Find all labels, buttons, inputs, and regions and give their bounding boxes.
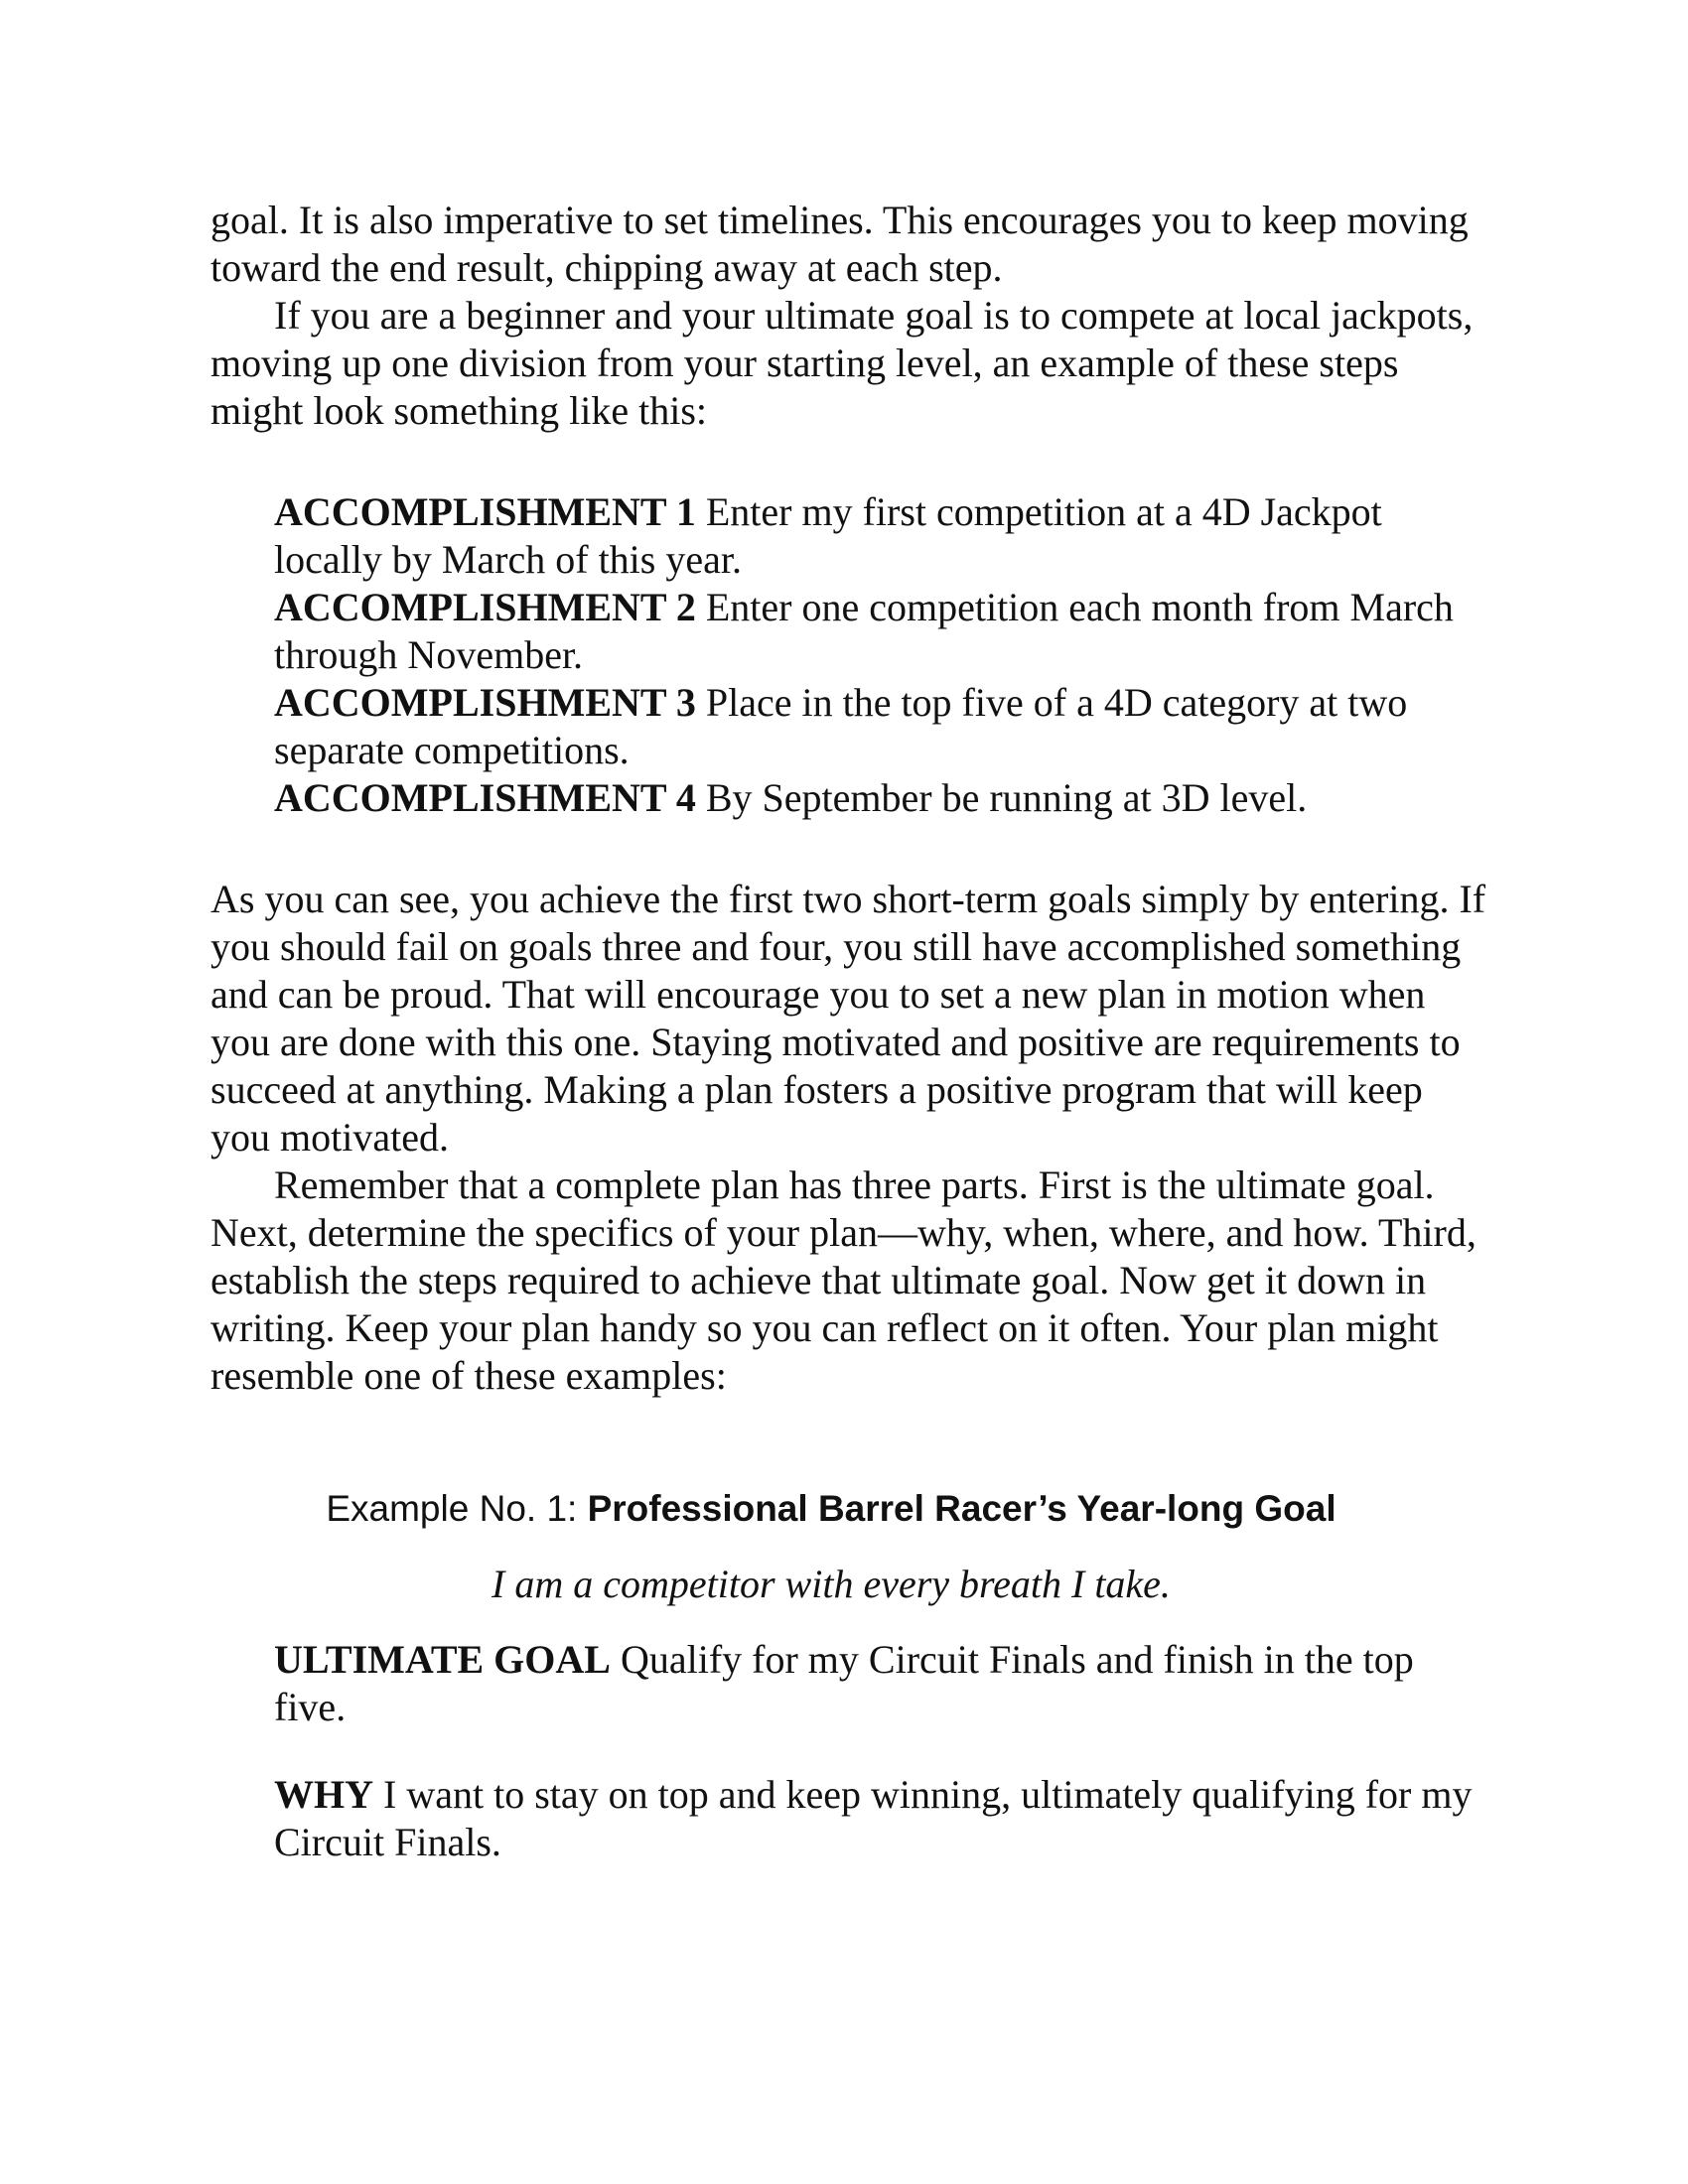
example-prefix: Example No. 1:: [326, 1488, 588, 1529]
ultimate-goal-paragraph: [211, 1636, 1491, 1731]
intro-paragraph-1: goal. It is also imperative to set timelines. This encourages you to keep moving toward the end result, chipping away at each step.: [211, 198, 1469, 290]
accomplishment-label: ACCOMPLISHMENT 4: [274, 775, 696, 820]
example-motto: I am a competitor with every breath I take.: [492, 1562, 1171, 1606]
document-page: [211, 197, 1491, 1866]
accomplishment-item-4: [274, 774, 1491, 822]
accomplishment-item-3: [274, 679, 1491, 774]
why-paragraph: [211, 1771, 1491, 1866]
why-text: I want to stay on top and keep winning, ultimately qualifying for my Circuit Finals.: [274, 1772, 1473, 1864]
body-paragraph-4: Remember that a complete plan has three parts. First is the ultimate goal. Next, determine the specifics of your plan—why, when, where, and how. Third, establish the steps required to achieve that ultimate goal. Now get it down in writing. Keep your plan handy so you can reflect on it often. Your plan might resemble one of these examples:: [211, 1162, 1477, 1398]
intro-paragraph-2: If you are a beginner and your ultimate goal is to compete at local jackpots, moving up one division from your starting level, an example of these steps might look something like this:: [211, 293, 1474, 433]
example-title: Professional Barrel Racer’s Year-long Goal: [587, 1488, 1336, 1529]
ultimate-goal-label: ULTIMATE GOAL: [274, 1637, 611, 1682]
accomplishment-item-2: [274, 584, 1491, 679]
accomplishment-label: ACCOMPLISHMENT 1: [274, 489, 696, 534]
accomplishment-text: Place in the top five of a 4D category at two separate competitions.: [274, 680, 1408, 772]
accomplishment-list: [211, 488, 1491, 822]
accomplishment-text: Enter my first competition at a 4D Jackpot locally by March of this year.: [274, 489, 1382, 582]
body-paragraph-3: As you can see, you achieve the first two short-term goals simply by entering. If you should fail on goals three and four, you still have accomplished something and can be proud. That will encourage you to set a new plan in motion when you are done with this one. Staying motivated and positive are requirements to succeed at anything. Making a plan fosters a positive program that will keep you motivated.: [211, 877, 1486, 1160]
ultimate-goal-text: Qualify for my Circuit Finals and finish in the top five.: [274, 1637, 1414, 1729]
why-label: WHY: [274, 1772, 373, 1817]
accomplishment-label: ACCOMPLISHMENT 3: [274, 680, 696, 725]
example-heading: [211, 1485, 1491, 1533]
accomplishment-text: By September be running at 3D level.: [695, 775, 1308, 820]
accomplishment-item-1: [274, 488, 1491, 584]
accomplishment-text: Enter one competition each month from March through November.: [274, 585, 1454, 677]
accomplishment-label: ACCOMPLISHMENT 2: [274, 585, 696, 629]
